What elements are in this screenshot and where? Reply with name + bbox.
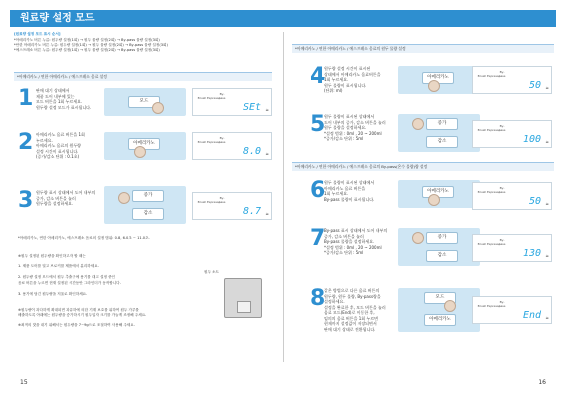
control-panel: [398, 66, 480, 94]
step-number: 3: [18, 188, 34, 213]
hand-icon: [412, 118, 424, 130]
machine-illustration: [224, 278, 262, 318]
lcd-labels: BrushEspressoBy-pass: [477, 124, 506, 132]
page-number-left: 15: [20, 379, 28, 386]
intro-line: *아메리카노 버튼 누름: 원두량 설정(1회) → 원두 물량 설정(2회) → By-pass 물량 설정(3회): [14, 38, 160, 42]
lcd-display: [472, 120, 552, 148]
control-panel: [104, 132, 186, 160]
intro-line: *안한 아메리카노 버튼 누름: 원두량 설정(1회) → 원두 물량 설정(2회) → By-pass 물량 설정(3회): [14, 43, 168, 47]
intro-title: [원료량 설정 모드 표시 순서]: [14, 32, 61, 36]
section-bar: *아메리카노 / 연한 아메리카노 / 에스프레소 음료의 By-pass(온수 물량)량 설정: [292, 162, 554, 171]
step-text: 원두 물량이 표시된 상태에서 아메리카노 음료 버튼을 1회 누르세요. By-pass 물량이 표시됩니다.: [324, 180, 375, 202]
lcd-value: 50: [528, 196, 541, 207]
cup-icon: ☕: [545, 315, 549, 320]
lcd-value: 50: [528, 80, 541, 91]
step-text: 같은 방법으로 다른 음료 버튼의 원두량, 원두 물량, By-pass량을 설정하세요. 설정을 완료한 후, 모드 버튼을 눌러 음료 모드(End)로 이동한 후, 임의의 음료 버튼을 1회 누르면 현재까지 설정값이 저장되면서 판매 대기 상태로 전환됩니다.: [324, 288, 386, 332]
step-number: 6: [310, 178, 326, 203]
step-text: 판매 대기 상태에서 제품 도어 내부에 있는 모드 버튼을 1회 누르세요. 원두량 설정 모드가 표시됩니다.: [36, 88, 92, 110]
lcd-value: 130: [522, 248, 541, 259]
cup-icon: ☕: [545, 201, 549, 206]
intro-line: *에스프레소 버튼 누름: 원두량 설정(1회) → 원두 물량 설정(2회) → By-pass 물량 설정(3회): [14, 48, 160, 52]
control-panel: [398, 180, 480, 208]
step-text: 원두량 표시 상태에서 도어 내부의 증가, 감소 버튼을 눌러 원두량을 설정하세요.: [36, 190, 96, 206]
control-panel: [104, 186, 186, 224]
americano-button[interactable]: 아메리카노: [422, 72, 454, 84]
americano-button[interactable]: 아메리카노: [422, 186, 454, 198]
page-divider: [283, 32, 284, 362]
americano-button[interactable]: 아메리카노: [128, 138, 160, 150]
step-text: 아메리카노 음료 버튼을 1회 누르세요. 아메리카노 음료의 원두량 설정 시간이 표시됩니다. (증가/감소 단위 : 0.1초): [36, 132, 85, 159]
step-number: 1: [18, 86, 34, 111]
lcd-value: End: [522, 310, 541, 321]
lcd-value: 8.7: [242, 206, 261, 217]
cup-illustration: [237, 301, 251, 313]
step-text: 원두량 설정 시간이 표시된 상태에서 아메리카노 음료버튼을 1회 누르세요. 원두 물량이 표시됩니다. (단위: ml): [324, 66, 381, 93]
americano-button[interactable]: 아메리카노: [424, 314, 456, 326]
lcd-labels: BrushEspressoBy-pass: [477, 238, 506, 246]
range-note: *아메리카노, 연한 아메리카노, 에스프레소 음료의 설정 범위: 0.8, 6.0초 ~ 11.0초.: [18, 236, 150, 240]
step-number: 8: [310, 286, 326, 311]
cup-icon: ☕: [545, 85, 549, 90]
lcd-display: [472, 296, 552, 324]
step-text: By-pass 표시 상태에서 도어 내부의 증가, 감소 버튼을 눌러 By-pass 물량을 설정하세요. *설정 범위 : 0ml , 20 ~ 200ml *증가/감소 단위 : 5ml: [324, 228, 388, 255]
check-section: ※원두 설정된 원두량을 확인하고자 할 때는 1. 제품 도어를 열고 브로커를 제품에서 분리하세요. 2. 원두량 설정 모드에서 원두 추출구에 용기를 대고 설정 중인 음료 버튼을 누르면 현재 설정된 시간동안 그라인더가 동작합니다. 3. 용기에 담긴 원두량을 저울로 확인하세요. ※원두량이 과다하게 확대되면 과유하에 의한 기계 보호를 위하여 원두 가루를 배출하도록 아래에는 원두량을 증가하시기 원두입자 크기를 가늘게 조정해 주세요. ※최적의 맛을 내기 위해서는 원두량을 7~9g으로 조절하여 사용해 주세요.: [18, 254, 147, 327]
decrease-button[interactable]: 감소: [426, 136, 458, 148]
decrease-button[interactable]: 감소: [132, 208, 164, 220]
section-bar: *아메리카노 / 연한 아메리카노 / 에스프레소 음료의 원두 물량 설정: [292, 44, 554, 53]
lcd-labels: BrushEspressoBy-pass: [197, 92, 226, 100]
lcd-labels: BrushEspressoBy-pass: [477, 186, 506, 194]
cup-icon: ☕: [545, 253, 549, 258]
step-number: 7: [310, 226, 326, 251]
cup-icon: ☕: [265, 211, 269, 216]
control-panel: [398, 114, 480, 152]
hand-icon: [428, 194, 440, 206]
lcd-display: [472, 234, 552, 262]
mode-button[interactable]: 모드: [128, 96, 160, 108]
section-bar: *아메리카노 / 연한 아메리카노 / 에스프레소 음료 설정: [14, 72, 272, 81]
lcd-value: 8.0: [242, 146, 261, 157]
control-panel: [104, 88, 186, 116]
lcd-display: [472, 182, 552, 210]
lcd-value: 100: [522, 134, 541, 145]
control-panel: [398, 228, 480, 266]
lcd-display: [192, 132, 272, 160]
step-number: 4: [310, 64, 326, 89]
lcd-labels: BrushEspressoBy-pass: [477, 300, 506, 308]
lcd-display: [472, 66, 552, 94]
cup-icon: ☕: [265, 107, 269, 112]
page-title: 원료량 설정 모드: [20, 13, 95, 24]
hand-icon: [152, 102, 164, 114]
mode-button[interactable]: 모드: [424, 292, 456, 304]
lcd-labels: BrushEspressoBy-pass: [197, 196, 226, 204]
step-number: 2: [18, 130, 34, 155]
increase-button[interactable]: 증가: [426, 118, 458, 130]
increase-button[interactable]: 증가: [426, 232, 458, 244]
hand-icon: [412, 232, 424, 244]
step-number: 5: [310, 112, 326, 137]
step-text: 원두 물량이 표시된 상태에서 도어 내부의 증가, 감소 버튼을 눌러 원두 물량을 설정하세요. *설정 범위 : 0ml , 20 ~ 200ml *증가/감소 단위 : 5ml: [324, 114, 386, 141]
hand-icon: [428, 80, 440, 92]
machine-label: 원두 소트: [204, 270, 220, 274]
lcd-display: [192, 192, 272, 220]
decrease-button[interactable]: 감소: [426, 250, 458, 262]
hand-icon: [118, 192, 130, 204]
lcd-labels: BrushEspressoBy-pass: [197, 136, 226, 144]
increase-button[interactable]: 증가: [132, 190, 164, 202]
lcd-value: SEt: [242, 102, 261, 113]
hand-icon: [444, 300, 456, 312]
hand-icon: [134, 146, 146, 158]
cup-icon: ☕: [545, 139, 549, 144]
lcd-display: [192, 88, 272, 116]
control-panel: [398, 288, 480, 332]
page-number-right: 16: [538, 379, 546, 386]
cup-icon: ☕: [265, 151, 269, 156]
lcd-labels: BrushEspressoBy-pass: [477, 70, 506, 78]
